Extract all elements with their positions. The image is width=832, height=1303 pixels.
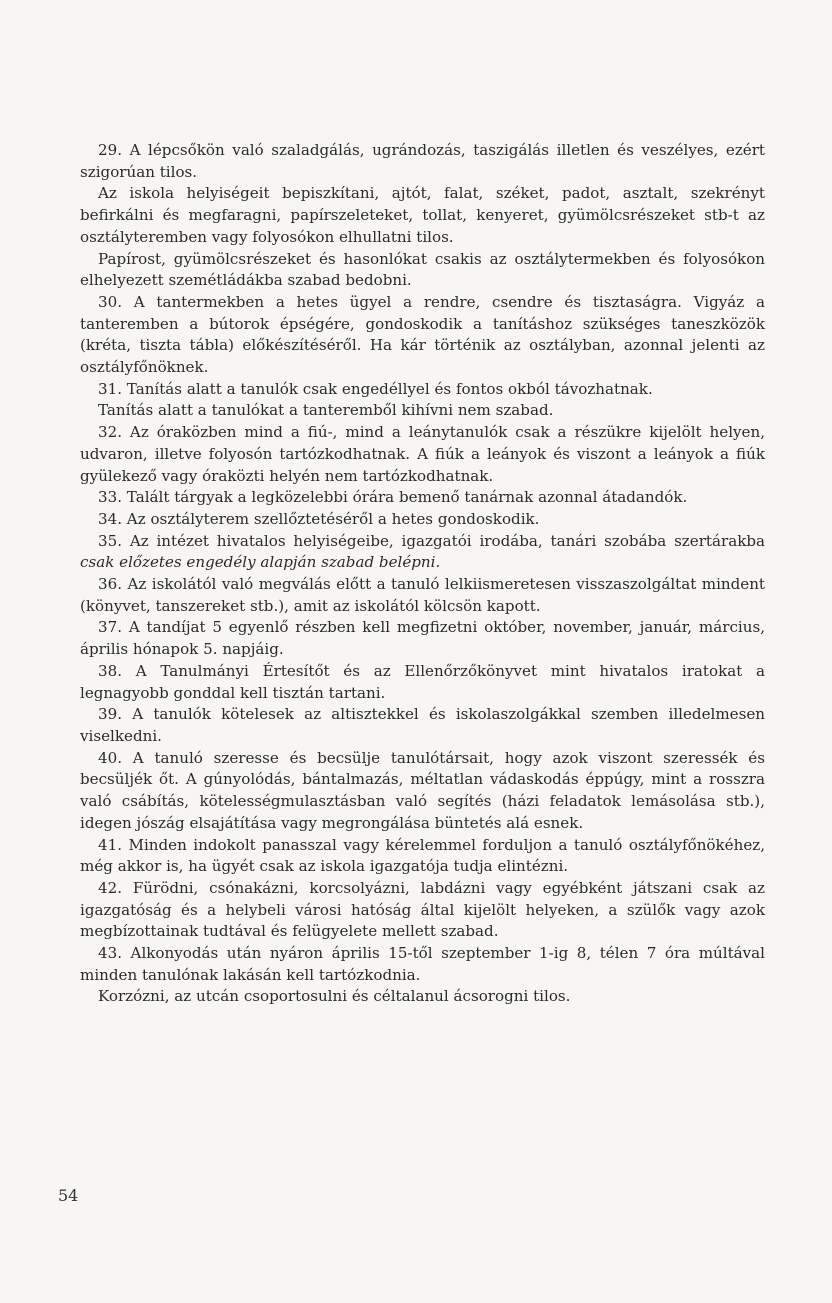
paragraph-waste: Papírost, gyümölcsrészeket és hasonlókat csakis az osztálytermekben és folyosókon elhelyezett szemétládákba szabad bedobni. [80, 249, 765, 290]
document-page [80, 140, 765, 1008]
paragraph-37: 37. A tandíjat 5 egyenlő részben kell megfizetni október, november, január, március, április hónapok 5. napjáig. [80, 618, 765, 659]
paragraph-40: 40. A tanuló szeresse és becsülje tanulótársait, hogy azok viszont szeressék és becsüljék őt. A gúnyolódás, bántalmazás, méltatlan vádaskodás éppúgy, mint a rosszra való csábítás, kötelességmulasztásban való segítés (házi feladatok lemásolása stb.), idegen jószág elsajátítása vagy megrongálása büntetés alá esnek. [80, 748, 765, 832]
paragraph-29: 29. A lépcsőkön való szaladgálás, ugrándozás, taszigálás illetlen és veszélyes, ezért szigorúan tilos. [80, 141, 765, 181]
paragraph-38: 38. A Tanulmányi Értesítőt és az Ellenőrzőkönyvet mint hivatalos iratokat a legnagyobb gonddal kell tisztán tartani. [80, 661, 765, 702]
paragraph-cleanliness: Az iskola helyiségeit bepiszkítani, ajtót, falat, széket, padot, asztalt, szekrényt befirkálni és megfaragni, papírszeleteket, tollat, kenyeret, gyümölcsrészeket stb-t az osztályteremben vagy folyosókon elhullatni tilos. [80, 184, 765, 246]
paragraph-35 [80, 531, 765, 574]
paragraph-39: 39. A tanulók kötelesek az altisztekkel és iskolaszolgákkal szemben illedelmesen viselkedni. [80, 705, 765, 745]
paragraph-35-text: 35. Az intézet hivatalos helyiségeibe, igazgatói irodába, tanári szobába szertárakba [98, 531, 765, 550]
paragraph-korzo: Korzózni, az utcán csoportosulni és céltalanul ácsorogni tilos. [98, 987, 571, 1006]
paragraph-42: 42. Fürödni, csónakázni, korcsolyázni, labdázni vagy egyébként játszani csak az igazgatóság és a helybeli városi hatóság által kijelölt helyeken, a szülők vagy azok megbízottainak tudtával és felügyelete mellett szabad. [80, 878, 765, 941]
paragraph-31: 31. Tanítás alatt a tanulók csak engedéllyel és fontos okból távozhatnak. [98, 379, 653, 398]
paragraph-36: 36. Az iskolától való megválás előtt a tanuló lelkiismeretesen visszaszolgáltat mindent (könyvet, tanszereket stb.), amit az iskolától kölcsön kapott. [80, 575, 765, 615]
paragraph-30: 30. A tantermekben a hetes ügyel a rendre, csendre és tisztaságra. Vigyáz a tanteremben a bútorok épségére, gondoskodik a tanításhoz szükséges taneszközök (kréta, tiszta tábla) előkészítéséről. Ha kár történik az osztályban, azonnal jelenti az osztályfőnöknek. [80, 292, 765, 377]
paragraph-41: 41. Minden indokolt panasszal vagy kérelemmel forduljon a tanuló osztályfőnökéhez, még akkor is, ha ügyét csak az iskola igazgatója tudja elintézni. [80, 835, 765, 876]
page-number: 54 [58, 1186, 79, 1205]
paragraph-33: 33. Talált tárgyak a legközelebbi órára bemenő tanárnak azonnal átadandók. [98, 488, 688, 507]
paragraph-35-italic: csak előzetes engedély alapján szabad belépni. [80, 553, 441, 572]
paragraph-32: 32. Az óraközben mind a fiú-, mind a leánytanulók csak a részükre kijelölt helyen, udvaron, illetve folyosón tartózkodhatnak. A fiúk a leányok és viszont a leányok a fiúk gyülekező vagy óraközti helyén nem tartózkodhatnak. [80, 423, 765, 485]
paragraph-43: 43. Alkonyodás után nyáron április 15-től szeptember 1-ig 8, télen 7 óra múltával minden tanulónak lakásán kell tartózkodnia. [80, 944, 765, 984]
paragraph-34: 34. Az osztályterem szellőztetéséről a hetes gondoskodik. [98, 509, 540, 528]
paragraph-31b: Tanítás alatt a tanulókat a tanteremből kihívni nem szabad. [98, 401, 554, 420]
